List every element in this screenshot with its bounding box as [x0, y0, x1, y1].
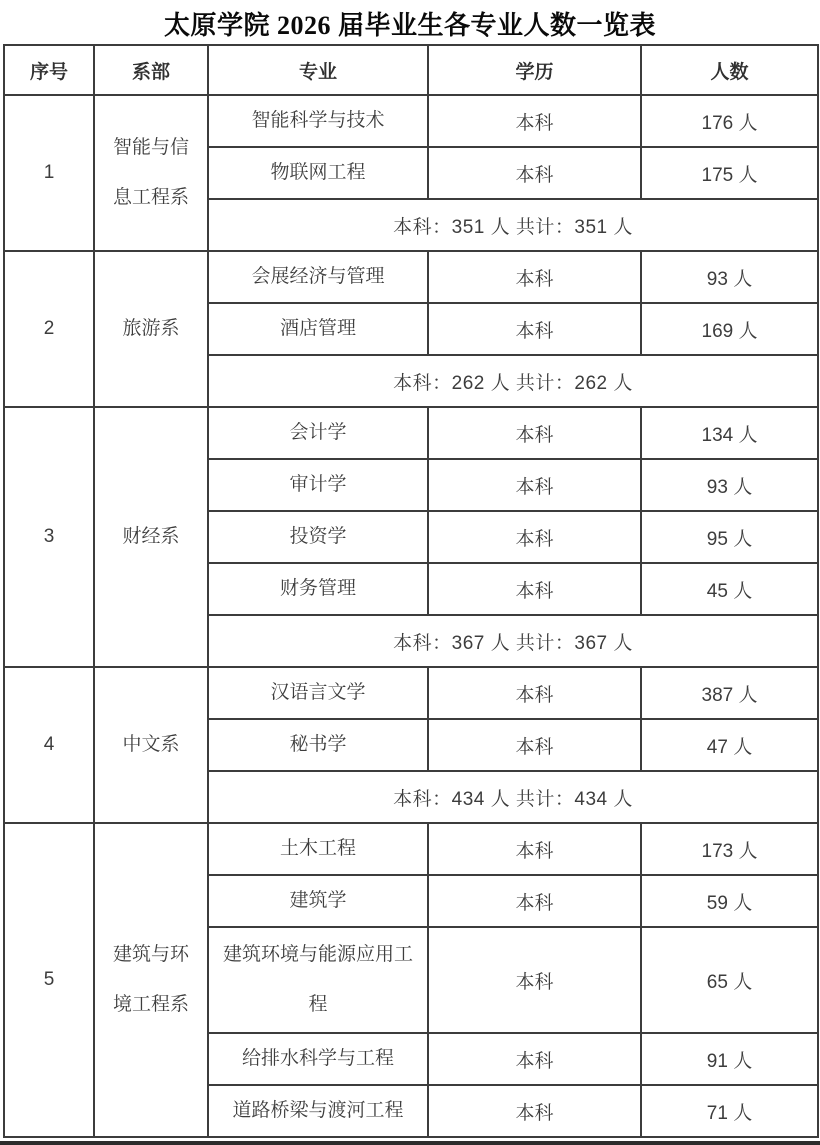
table-row — [4, 95, 818, 147]
table-row — [4, 251, 818, 303]
degree-cell: 本科 — [428, 95, 641, 147]
major-cell: 物联网工程 — [208, 147, 428, 199]
page-title: 太原学院 2026 届毕业生各专业人数一览表 — [163, 11, 656, 40]
major-cell: 建筑环境与能源应用工程 — [208, 927, 428, 1033]
table-row — [4, 667, 818, 719]
degree-cell: 本科 — [428, 147, 641, 199]
department-cell: 旅游系 — [94, 251, 208, 407]
count-cell: 93 人 — [641, 459, 818, 511]
count-cell: 71 人 — [641, 1085, 818, 1137]
major-cell: 道路桥梁与渡河工程 — [208, 1085, 428, 1137]
department-cell: 中文系 — [94, 667, 208, 823]
major-cell: 酒店管理 — [208, 303, 428, 355]
graduates-table — [3, 44, 819, 1138]
major-cell: 会展经济与管理 — [208, 251, 428, 303]
major-cell: 财务管理 — [208, 563, 428, 615]
degree-cell: 本科 — [428, 1085, 641, 1137]
count-cell: 175 人 — [641, 147, 818, 199]
count-cell: 93 人 — [641, 251, 818, 303]
major-cell: 审计学 — [208, 459, 428, 511]
seq-cell: 4 — [4, 667, 94, 823]
header-cell-department: 系部 — [94, 45, 208, 95]
department-cell: 智能与信息工程系 — [94, 95, 208, 251]
seq-cell: 3 — [4, 407, 94, 667]
section-summary: 本科：351 人 共计：351 人 — [208, 199, 818, 251]
seq-cell: 1 — [4, 95, 94, 251]
section-summary: 本科：262 人 共计：262 人 — [208, 355, 818, 407]
header-cell-no: 序号 — [4, 45, 94, 95]
department-cell: 建筑与环境工程系 — [94, 823, 208, 1137]
table-bottom-border — [0, 1141, 820, 1145]
degree-cell: 本科 — [428, 563, 641, 615]
count-cell: 59 人 — [641, 875, 818, 927]
count-cell: 176 人 — [641, 95, 818, 147]
degree-cell: 本科 — [428, 459, 641, 511]
major-cell: 土木工程 — [208, 823, 428, 875]
degree-cell: 本科 — [428, 1033, 641, 1085]
degree-cell: 本科 — [428, 511, 641, 563]
table-row — [4, 823, 818, 875]
degree-cell: 本科 — [428, 667, 641, 719]
header-cell-degree: 学历 — [428, 45, 641, 95]
header-cell-major: 专业 — [208, 45, 428, 95]
count-cell: 387 人 — [641, 667, 818, 719]
degree-cell: 本科 — [428, 875, 641, 927]
count-cell: 45 人 — [641, 563, 818, 615]
major-cell: 投资学 — [208, 511, 428, 563]
count-cell: 169 人 — [641, 303, 818, 355]
header-cell-count: 人数 — [641, 45, 818, 95]
seq-cell: 2 — [4, 251, 94, 407]
major-cell: 给排水科学与工程 — [208, 1033, 428, 1085]
degree-cell: 本科 — [428, 251, 641, 303]
table-row — [4, 407, 818, 459]
header-row — [4, 45, 818, 95]
degree-cell: 本科 — [428, 823, 641, 875]
major-cell: 建筑学 — [208, 875, 428, 927]
count-cell: 95 人 — [641, 511, 818, 563]
major-cell: 智能科学与技术 — [208, 95, 428, 147]
section-summary: 本科：434 人 共计：434 人 — [208, 771, 818, 823]
section-summary: 本科：367 人 共计：367 人 — [208, 615, 818, 667]
department-cell: 财经系 — [94, 407, 208, 667]
seq-cell: 5 — [4, 823, 94, 1137]
major-cell: 汉语言文学 — [208, 667, 428, 719]
count-cell: 134 人 — [641, 407, 818, 459]
table-header — [4, 45, 818, 95]
count-cell: 173 人 — [641, 823, 818, 875]
count-cell: 65 人 — [641, 927, 818, 1033]
major-cell: 秘书学 — [208, 719, 428, 771]
count-cell: 47 人 — [641, 719, 818, 771]
degree-cell: 本科 — [428, 927, 641, 1033]
degree-cell: 本科 — [428, 303, 641, 355]
degree-cell: 本科 — [428, 407, 641, 459]
degree-cell: 本科 — [428, 719, 641, 771]
count-cell: 91 人 — [641, 1033, 818, 1085]
major-cell: 会计学 — [208, 407, 428, 459]
